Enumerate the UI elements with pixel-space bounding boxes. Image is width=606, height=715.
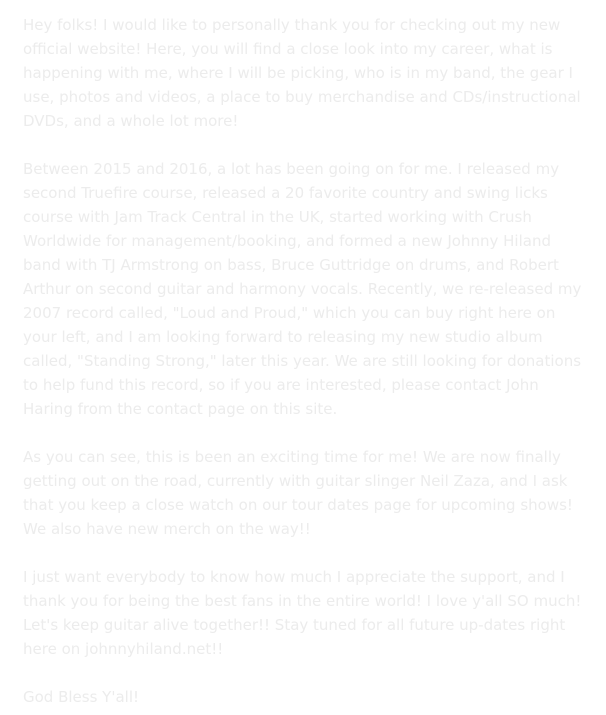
thanks-paragraph: I just want everybody to know how much I appreciate the support, and I thank you for being the best fans in the entire world! I love y'all SO much! Let's keep guitar alive together!! Stay tuned for all future up-dates right here on johnnyhiland.net!! — [23, 568, 582, 658]
intro-paragraph: Hey folks! I would like to personally thank you for checking out my new official website! Here, you will find a close look into my career, what is happening with me, where I will be picking, who is in my band, the gear I use, photos and videos, a place to buy merchandise and CDs/instructional DVDs, and a whole lot more! — [23, 16, 581, 130]
tour-paragraph: As you can see, this is been an exciting time for me! We are now finally getting out on the road, currently with guitar slinger Neil Zaza, and I ask that you keep a close watch on our tour dates page for upcoming shows! We also have new merch on the way!! — [23, 448, 573, 538]
sign-off: God Bless Y'all! — [23, 688, 140, 706]
welcome-message — [23, 13, 583, 709]
news-paragraph: Between 2015 and 2016, a lot has been going on for me. I released my second Truefire course, released a 20 favorite country and swing licks course with Jam Track Central in the UK, started working with Crush Worldwide for management/booking, and formed a new Johnny Hiland band with TJ Armstrong on bass, Bruce Guttridge on drums, and Robert Arthur on second guitar and harmony vocals. Recently, we re-released my 2007 record called, "Loud and Proud," which you can buy right here on your left, and I am looking forward to releasing my new studio album called, "Standing Strong," later this year. We are still looking for donations to help fund this record, so if you are interested, please contact John Haring from the contact page on this site. — [23, 160, 582, 418]
